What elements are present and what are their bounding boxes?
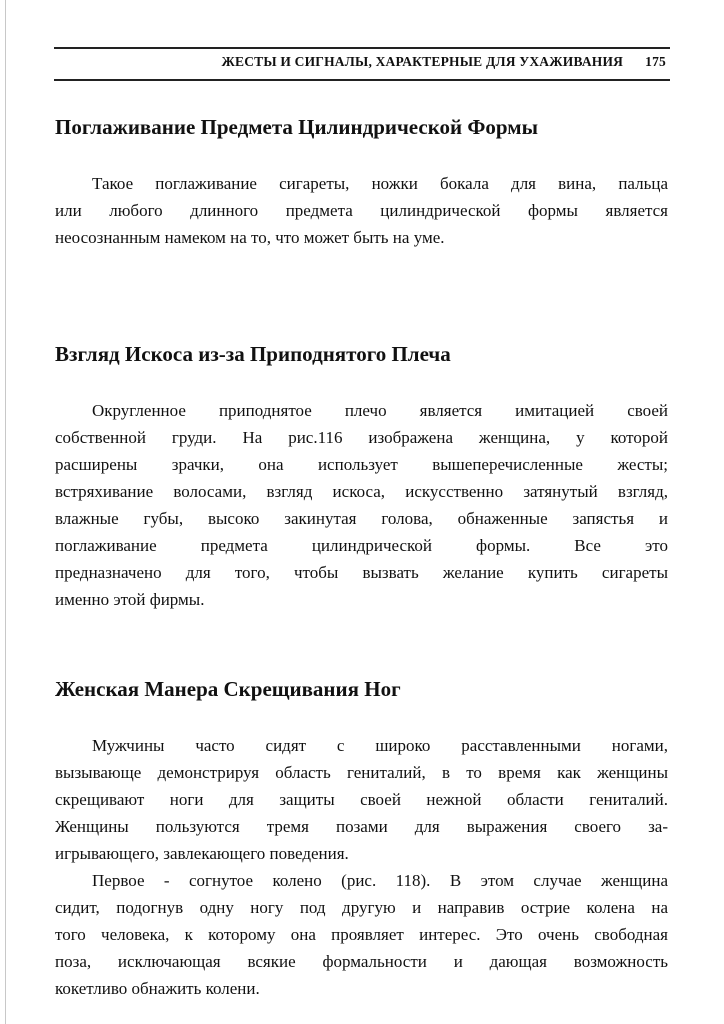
text-line: игрывающего, завлекающего поведения. xyxy=(55,844,349,863)
text-line: расширены зрачки, она использует вышеперечисленные жесты; xyxy=(55,455,668,474)
text-line: собственной груди. На рис.116 изображена женщина, у которой xyxy=(55,428,668,447)
text-line: вызывающе демонстрируя область гениталий, в то время как женщины xyxy=(55,763,668,782)
header-rule-top xyxy=(54,47,670,49)
text-line: именно этой фирмы. xyxy=(55,590,205,609)
paragraph xyxy=(55,867,668,1002)
paragraph xyxy=(55,397,668,613)
text-line: неосознанным намеком на то, что может быть на уме. xyxy=(55,228,445,247)
text-line: предназначено для того, чтобы вызвать желание купить сигареты xyxy=(55,563,668,582)
text-line: кокетливо обнажить колени. xyxy=(55,979,260,998)
section-sideways-glance xyxy=(55,341,668,368)
page-edge xyxy=(5,0,6,1024)
text-line: поглаживание предмета цилиндрической формы. Все это xyxy=(55,536,668,555)
text-line: встряхивание волосами, взгляд искоса, искусственно затянутый взгляд, xyxy=(55,482,668,501)
section-heading: Поглаживание Предмета Цилиндрической Формы xyxy=(55,115,538,139)
running-head xyxy=(54,54,666,72)
text-line: или любого длинного предмета цилиндрической формы является xyxy=(55,201,668,220)
text-line: Округленное приподнятое плечо является имитацией своей xyxy=(92,401,668,420)
section-heading: Женская Манера Скрещивания Ног xyxy=(55,677,401,701)
paragraph xyxy=(55,732,668,867)
page-number: 175 xyxy=(645,54,666,69)
header-rule-bottom xyxy=(54,79,670,81)
text-line: влажные губы, высоко закинутая голова, обнаженные запястья и xyxy=(55,509,668,528)
section-heading: Взгляд Искоса из-за Приподнятого Плеча xyxy=(55,342,451,366)
paragraph xyxy=(55,170,668,251)
text-line: того человека, к которому она проявляет интерес. Это очень свободная xyxy=(55,925,668,944)
text-line: скрещивают ноги для защиты своей нежной области гениталий. xyxy=(55,790,668,809)
text-line: Мужчины часто сидят с широко расставленными ногами, xyxy=(92,736,668,755)
text-line: Первое - согнутое колено (рис. 118). В этом случае женщина xyxy=(92,871,668,890)
text-line: Женщины пользуются тремя позами для выражения своего за- xyxy=(55,817,668,836)
text-line: Такое поглаживание сигареты, ножки бокала для вина, пальца xyxy=(92,174,668,193)
text-line: сидит, подогнув одну ногу под другую и направив острие колена на xyxy=(55,898,668,917)
section-cylinder-stroking xyxy=(55,114,668,141)
running-head-title: ЖЕСТЫ И СИГНАЛЫ, ХАРАКТЕРНЫЕ ДЛЯ УХАЖИВАНИЯ xyxy=(221,54,624,69)
section-leg-crossing xyxy=(55,676,668,703)
text-line: поза, исключающая всякие формальности и дающая возможность xyxy=(55,952,668,971)
